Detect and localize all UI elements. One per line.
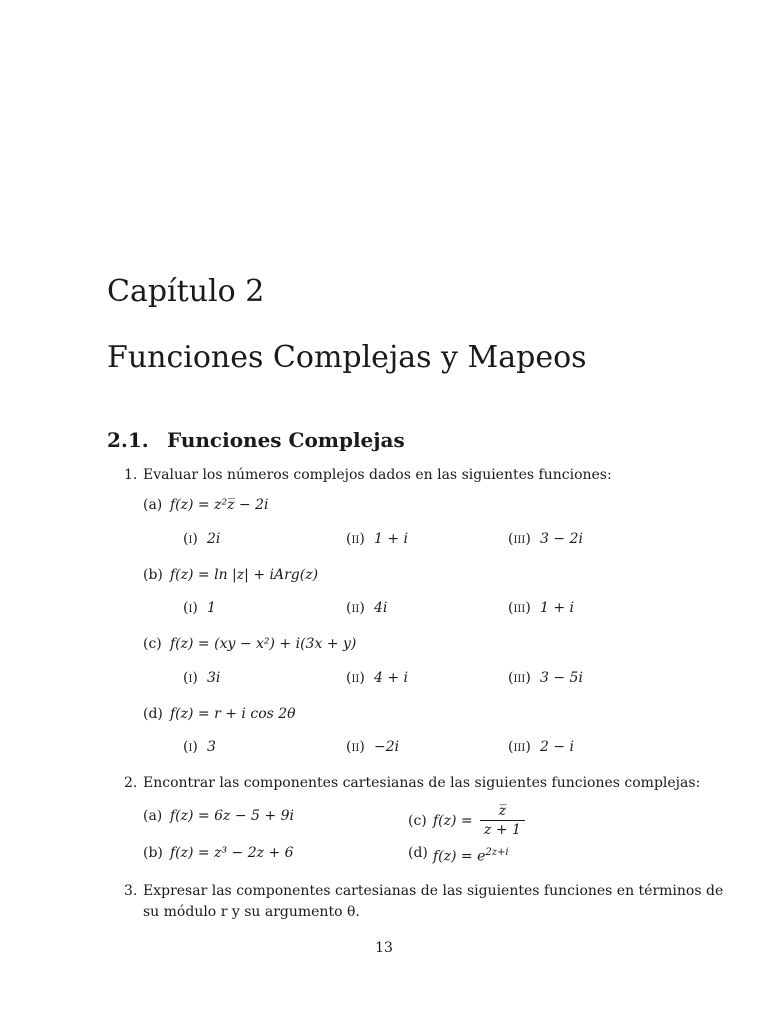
page-number: 13 [375,940,393,956]
section-title: Funciones Complejas [167,428,405,452]
problem-3-line2: su módulo r y su argumento θ. [143,904,360,920]
problem-2c-fraction [480,802,525,839]
problem-1c-label: (c) [143,636,162,652]
problem-2c-lhs: f(z) = [433,813,473,829]
problem-1b-i-label: (i) [183,600,198,616]
problem-1b-ii-value: 4i [374,600,388,616]
problem-1d-i-label: (i) [183,739,198,755]
problem-1a-iii-label: (iii) [508,531,531,547]
problem-1d-ii-value: −2i [374,739,400,755]
problem-1a-iii-value: 3 − 2i [540,531,583,547]
problem-1a-function: f(z) = z²z̅ − 2i [170,497,269,513]
problem-1d-function: f(z) = r + i cos 2θ [170,706,296,722]
problem-1c-i-value: 3i [207,670,221,686]
problem-1a-ii-label: (ii) [346,531,365,547]
problem-1b-iii-label: (iii) [508,600,531,616]
problem-1c-ii-label: (ii) [346,670,365,686]
chapter-heading: Capítulo 2 [107,274,265,309]
problem-1a-i-value: 2i [207,531,221,547]
problem-1b-function: f(z) = ln |z| + iArg(z) [170,567,319,583]
problem-1d-ii-label: (ii) [346,739,365,755]
problem-1c-iii-label: (iii) [508,670,531,686]
problem-1-text: Evaluar los números complejos dados en las siguientes funciones: [143,467,612,483]
problem-1a-i-label: (i) [183,531,198,547]
problem-2d-label: (d) [408,845,428,861]
problem-3-number: 3. [124,883,138,899]
problem-2d-function [433,843,509,867]
problem-1b-i-value: 1 [207,600,216,616]
section-number: 2.1. [107,428,149,452]
problem-1d-iii-label: (iii) [508,739,531,755]
problem-1d-label: (d) [143,706,163,722]
problem-2c-numerator: z̅ [480,802,525,821]
problem-2d-base: f(z) = e [433,848,486,865]
problem-2b-label: (b) [143,845,163,861]
problem-1b-iii-value: 1 + i [540,600,575,616]
problem-1b-ii-label: (ii) [346,600,365,616]
section-heading [107,426,405,454]
problem-1-number: 1. [124,467,138,483]
problem-2c-label: (c) [408,813,427,829]
problem-2a-label: (a) [143,808,163,824]
problem-1b-label: (b) [143,567,163,583]
problem-1a-label: (a) [143,497,163,513]
problem-2d-exponent: 2z+i [485,847,509,858]
problem-2-number: 2. [124,775,138,791]
problem-1d-i-value: 3 [207,739,216,755]
problem-2c-denominator: z + 1 [484,822,521,838]
problem-3-line1: Expresar las componentes cartesianas de las siguientes funciones en términos de [143,883,724,899]
problem-1c-function: f(z) = (xy − x²) + i(3x + y) [170,636,357,652]
problem-1c-ii-value: 4 + i [374,670,409,686]
problem-1a-ii-value: 1 + i [374,531,409,547]
problem-2a-function: f(z) = 6z − 5 + 9i [170,808,294,824]
problem-1c-iii-value: 3 − 5i [540,670,583,686]
problem-1d-iii-value: 2 − i [540,739,575,755]
problem-1c-i-label: (i) [183,670,198,686]
chapter-title: Funciones Complejas y Mapeos [107,340,587,375]
problem-2b-function: f(z) = z³ − 2z + 6 [170,845,294,861]
problem-2-text: Encontrar las componentes cartesianas de las siguientes funciones complejas: [143,775,701,791]
